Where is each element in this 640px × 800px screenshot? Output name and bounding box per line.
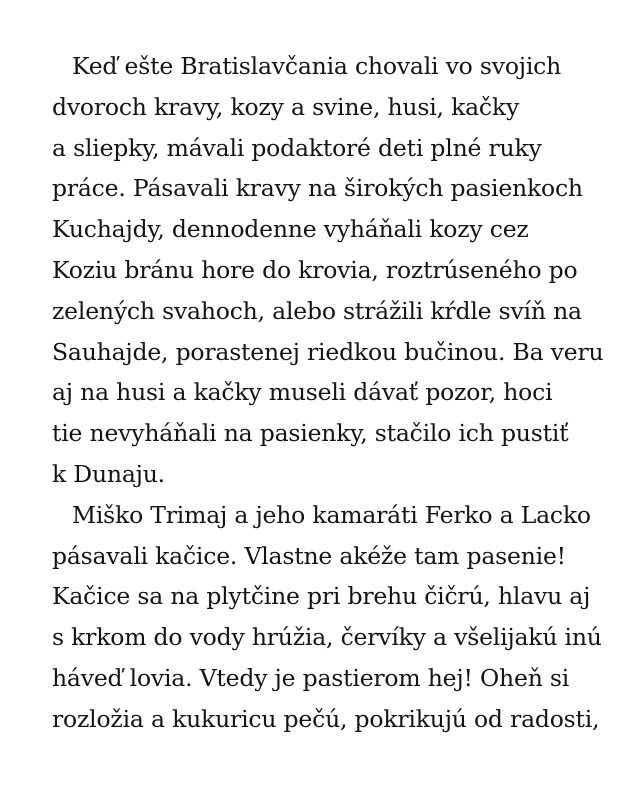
text-line: Miško Trimaj a jeho kamaráti Ferko a Lacko xyxy=(72,500,591,529)
text-line: tie nevyháňali na pasienky, stačilo ich pustiť xyxy=(52,419,569,448)
body-text xyxy=(52,46,622,740)
text-line: s krkom do vody hrúžia, červíky a všelijakú inú xyxy=(52,623,602,652)
text-line: háveď lovia. Vtedy je pastierom hej! Oheň si xyxy=(52,663,570,692)
paragraph-2 xyxy=(52,495,622,740)
text-line: rozložia a kukuricu pečú, pokrikujú od radosti, xyxy=(52,704,600,733)
text-line: pásavali kačice. Vlastne akéže tam pasenie! xyxy=(52,541,566,570)
text-line: Kuchajdy, dennodenne vyháňali kozy cez xyxy=(52,215,529,244)
text-line: zelených svahoch, alebo strážili kŕdle svíň na xyxy=(52,296,582,325)
text-line: práce. Pásavali kravy na širokých pasienkoch xyxy=(52,174,583,203)
text-line: Keď ešte Bratislavčania chovali vo svojich xyxy=(72,52,562,80)
text-line: Koziu bránu hore do krovia, roztrúseného po xyxy=(52,255,578,284)
paragraph-1 xyxy=(52,46,622,495)
text-line: aj na husi a kačky museli dávať pozor, hoci xyxy=(52,378,553,407)
text-line: Sauhajde, porastenej riedkou bučinou. Ba veru xyxy=(52,337,604,366)
text-line: a sliepky, mávali podaktoré deti plné ruky xyxy=(52,133,542,162)
text-line: k Dunaju. xyxy=(52,459,165,488)
text-line: Kačice sa na plytčine pri brehu čičrú, hlavu aj xyxy=(52,582,591,611)
text-line: dvoroch kravy, kozy a svine, husi, kačky xyxy=(52,92,520,121)
